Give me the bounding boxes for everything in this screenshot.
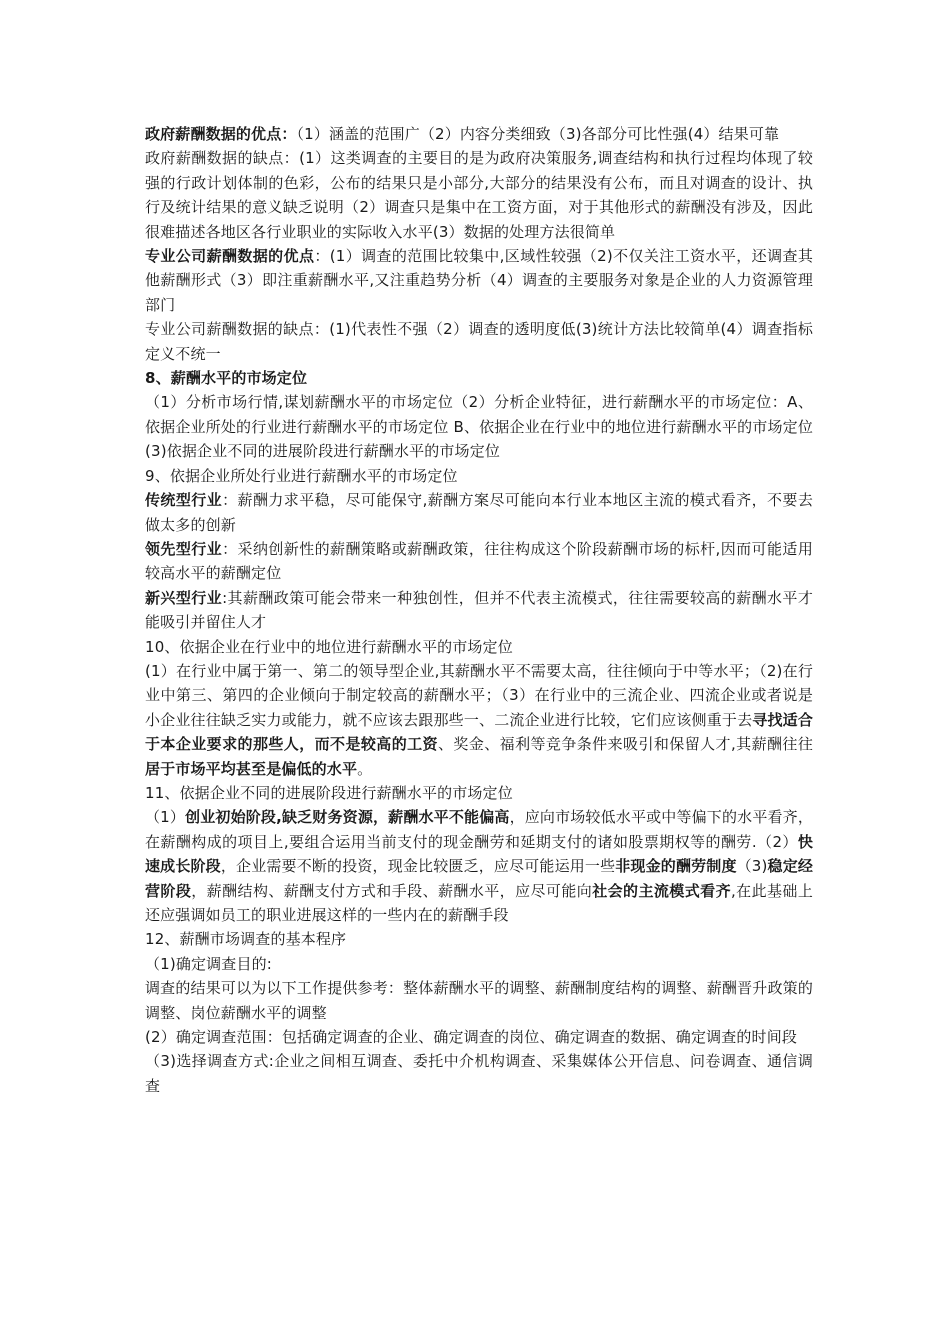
text-run: 调查的结果可以为以下工作提供参考：整体薪酬水平的调整、薪酬制度结构的调整、薪酬晋升政策的调整、岗位薪酬水平的调整 — [145, 979, 813, 1022]
text-run: （1）涵盖的范围广（2）内容分类细致（3)各部分可比性强(4）结果可靠 — [296, 125, 780, 143]
text-run: （3)选择调查方式:企业之间相互调查、委托中介机构调查、采集媒体公开信息、问卷调查、通信调查 — [145, 1052, 813, 1095]
paragraph — [145, 1025, 813, 1049]
text-run: 11、依据企业不同的进展阶段进行薪酬水平的市场定位 — [145, 783, 513, 802]
document-body — [145, 122, 813, 1098]
paragraph — [145, 805, 813, 927]
paragraph — [145, 244, 813, 317]
text-run: （1)确定调查目的: — [145, 954, 272, 973]
paragraph — [145, 366, 813, 390]
text-run: ,在此基础上还应强调如员工的职业进展这样的一些内在的薪酬手段 — [145, 881, 814, 924]
bold-text-run: 8、薪酬水平的市场定位 — [145, 369, 308, 388]
paragraph — [145, 586, 813, 635]
text-run: 政府薪酬数据的缺点：(1）这类调查的主要目的是为政府决策服务,调查结构和执行过程均体现了较强的行政计划体制的色彩，公布的结果只是小部分,大部分的结果没有公布，而且对调查的设计、执行及统计结果的意义缺乏说明（2）调查只是集中在工资方面，对于其他形式的薪酬没有涉及，因此很难描述各地区各行业职业的实际收入水平(3）数据的处理方法很简单 — [145, 149, 813, 241]
paragraph — [145, 952, 813, 976]
bold-text-run: 稳定经营阶段 — [145, 857, 814, 900]
paragraph — [145, 537, 813, 586]
paragraph — [145, 927, 813, 951]
paragraph — [145, 146, 813, 244]
paragraph — [145, 976, 813, 1025]
bold-text-run: 专业公司薪酬数据的优点 — [145, 247, 315, 266]
text-run: ，企业需要不断的投资，现金比较匮乏，应尽可能运用一些 — [220, 857, 616, 876]
text-run: ，薪酬结构、薪酬支付方式和手段、薪酬水平，应尽可能向 — [191, 881, 593, 900]
text-run: （1） — [145, 808, 186, 827]
bold-text-run: 寻找适合于本企业要求的那些人，而不是较高的工资 — [145, 710, 813, 754]
paragraph — [145, 659, 813, 781]
bold-text-run: 政府薪酬数据的优点： — [145, 125, 297, 143]
text-run: (1）在行业中属于第一、第二的领导型企业,其薪酬水平不需要太高，往往倾向于中等水平；（2)在行业中第三、第四的企业倾向于制定较高的薪酬水平；（3）在行业中的三流企业、四流企业或者说是小企业往往缺乏实力或能力，就不应该去跟那些一、二流企业进行比较，它们应该侧重于去 — [145, 661, 813, 729]
paragraph — [145, 390, 813, 463]
bold-text-run: 居于市场平均甚至是偏低的水平 — [145, 759, 358, 778]
bold-text-run: 新兴型行业 — [145, 588, 223, 607]
bold-text-run: 领先型行业 — [145, 539, 223, 558]
bold-text-run: 传统型行业 — [145, 491, 223, 510]
text-run: 10、依据企业在行业中的地位进行薪酬水平的市场定位 — [145, 637, 513, 656]
paragraph — [145, 1049, 813, 1098]
text-run: 12、薪酬市场调查的基本程序 — [145, 930, 347, 949]
text-run: （3) — [736, 857, 768, 876]
paragraph — [145, 317, 813, 366]
text-run: ：采纳创新性的薪酬策略或薪酬政策，往往构成这个阶段薪酬市场的标杆,因而可能适用较高水平的薪酬定位 — [145, 539, 813, 583]
text-run: (2）确定调查范围：包括确定调查的企业、确定调查的岗位、确定调查的数据、确定调查的时间段 — [145, 1028, 797, 1047]
bold-text-run: 创业初始阶段,缺乏财务资源，薪酬水平不能偏高 — [185, 808, 510, 827]
text-run: :其薪酬政策可能会带来一种独创性，但并不代表主流模式，往往需要较高的薪酬水平才能吸引并留住人才 — [145, 588, 813, 632]
text-run: 专业公司薪酬数据的缺点：(1)代表性不强（2）调查的透明度低(3)统计方法比较简单(4）调查指标定义不统一 — [145, 320, 813, 363]
text-run: 、奖金、福利等竞争条件来吸引和保留人才,其薪酬往往 — [437, 735, 813, 754]
paragraph — [145, 635, 813, 659]
paragraph — [145, 122, 813, 146]
text-run: ，应向市场较低水平或中等偏下的水平看齐，在薪酬构成的项目上,要组合运用当前支付的现金酬劳和延期支付的诸如股票期权等的酬劳.（2） — [145, 808, 813, 851]
text-run: 9、依据企业所处行业进行薪酬水平的市场定位 — [145, 466, 458, 485]
text-run: ：(1）调查的范围比较集中,区域性较强（2)不仅关注工资水平，还调查其他薪酬形式（3）即注重薪酬水平,又注重趋势分析（4）调查的主要服务对象是企业的人力资源管理部门 — [145, 247, 814, 314]
text-run: 。 — [357, 759, 373, 778]
bold-text-run: 社会的主流模式看齐 — [592, 881, 731, 900]
paragraph — [145, 488, 813, 537]
paragraph — [145, 464, 813, 488]
text-run: （1）分析市场行情,谋划薪酬水平的市场定位（2）分析企业特征，进行薪酬水平的市场定位：A、依据企业所处的行业进行薪酬水平的市场定位 B、依据企业在行业中的地位进行薪酬水平的市场定位(3)依据企业不同的进展阶段进行薪酬水平的市场定位 — [145, 393, 813, 461]
bold-text-run: 非现金的酬劳制度 — [615, 857, 737, 876]
paragraph — [145, 781, 813, 805]
text-run: ：薪酬力求平稳，尽可能保守,薪酬方案尽可能向本行业本地区主流的模式看齐，不要去做太多的创新 — [145, 491, 813, 534]
bold-text-run: 快速成长阶段 — [145, 832, 813, 876]
